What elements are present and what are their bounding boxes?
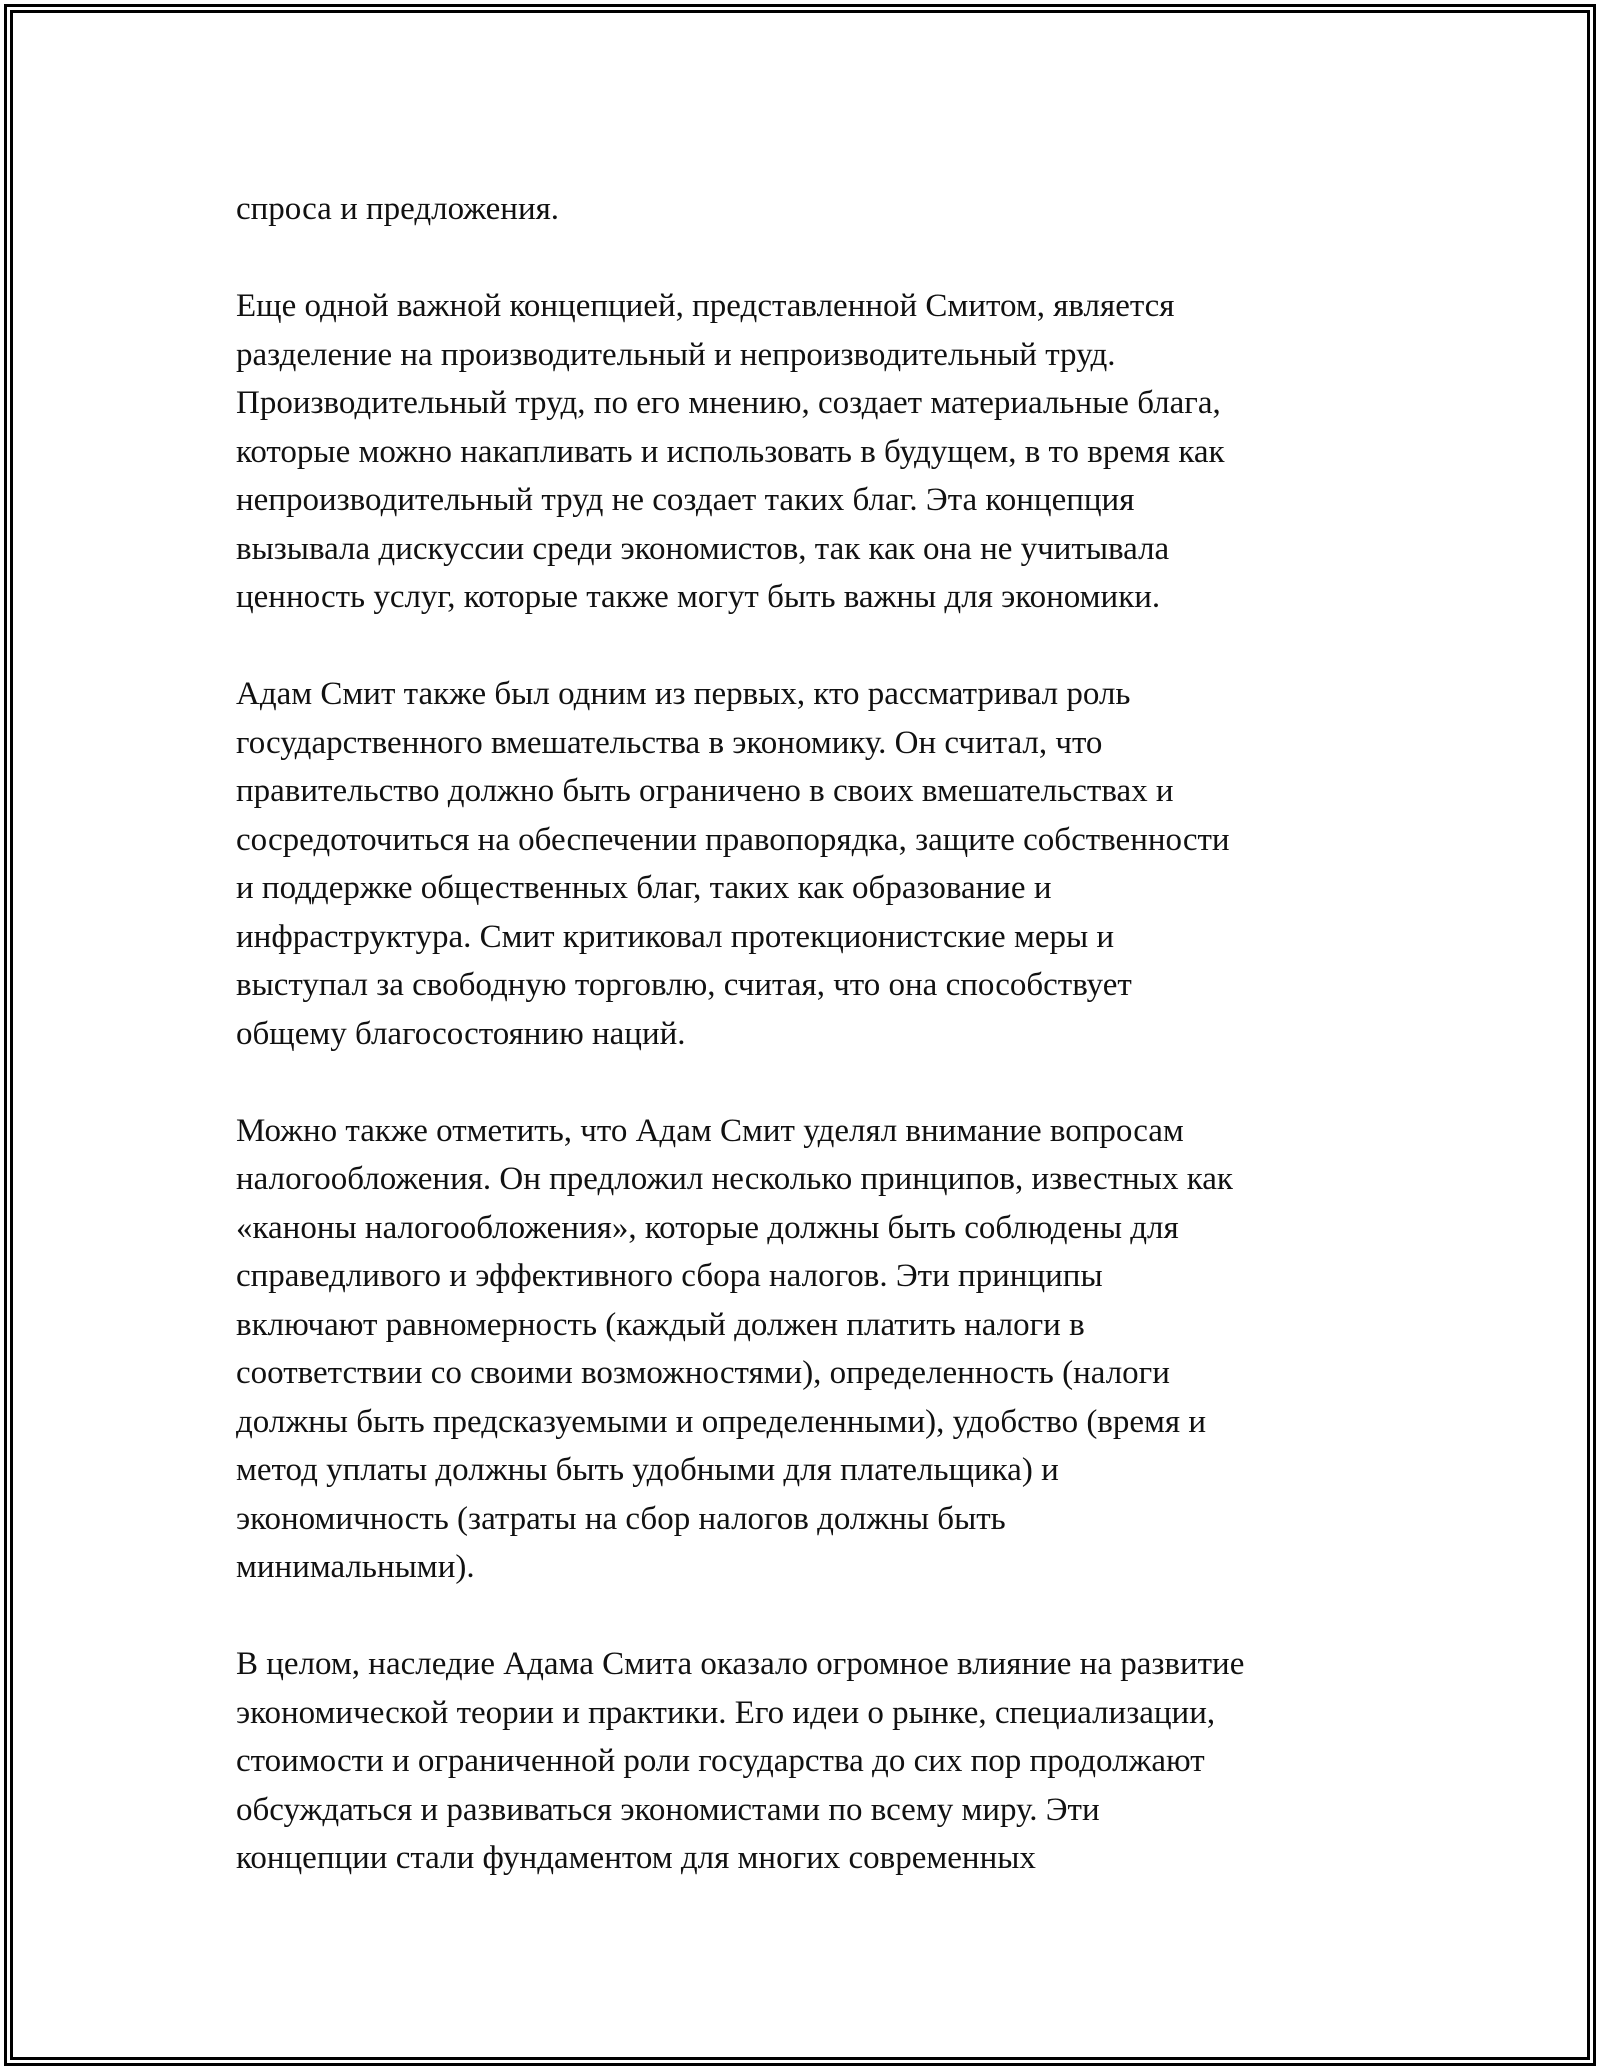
text-line: обсуждаться и развиваться экономистами по всему миру. Эти	[236, 1791, 1100, 1828]
text-line: должны быть предсказуемыми и определенными), удобство (время и	[236, 1403, 1207, 1440]
text-line: минимальными).	[236, 1549, 475, 1585]
paragraph-spacer	[236, 1058, 1376, 1107]
text-line: метод уплаты должны быть удобными для плательщика) и	[236, 1452, 1059, 1488]
paragraph-spacer	[236, 1592, 1376, 1641]
text-line: правительство должно быть ограничено в своих вмешательствах и	[236, 773, 1174, 809]
text-line: экономичность (затраты на сбор налогов должны быть	[236, 1500, 1006, 1537]
text-line: Можно также отметить, что Адам Смит уделял внимание вопросам	[236, 1112, 1184, 1149]
text-line: Адам Смит также был одним из первых, кто рассматривал роль	[236, 676, 1131, 712]
text-line: стоимости и ограниченной роли государства до сих пор продолжают	[236, 1743, 1205, 1779]
text-line: концепции стали фундаментом для многих современных	[236, 1840, 1036, 1876]
text-line: инфраструктура. Смит критиковал протекционистские меры и	[236, 918, 1115, 955]
text-line: которые можно накапливать и использовать в будущем, в то время как	[236, 433, 1225, 470]
text-line: ценность услуг, которые также могут быть важны для экономики.	[236, 579, 1161, 615]
paragraph	[236, 1107, 1376, 1592]
text-line: сосредоточиться на обеспечении правопорядка, защите собственности	[236, 821, 1230, 858]
text-line: соответствии со своими возможностями), определенность (налоги	[236, 1355, 1170, 1391]
text-line: государственного вмешательства в экономику. Он считал, что	[236, 724, 1103, 761]
text-line: непроизводительный труд не создает таких благ. Эта концепция	[236, 482, 1135, 518]
paragraph	[236, 1640, 1376, 1883]
text-line: общему благосостоянию наций.	[236, 1015, 686, 1052]
text-line: Производительный труд, по его мнению, создает материальные блага,	[236, 385, 1221, 421]
text-line: вызывала дискуссии среди экономистов, так как она не учитывала	[236, 530, 1170, 567]
document-body	[236, 185, 1376, 1883]
text-line: справедливого и эффективного сбора налогов. Эти принципы	[236, 1258, 1103, 1294]
paragraph-spacer	[236, 622, 1376, 671]
text-line: В целом, наследие Адама Смита оказало огромное влияние на развитие	[236, 1646, 1245, 1682]
paragraph-spacer	[236, 234, 1376, 283]
text-line: разделение на производительный и непроизводительный труд.	[236, 336, 1116, 373]
text-line: спроса и предложения.	[236, 191, 560, 227]
text-line: включают равномерность (каждый должен платить налоги в	[236, 1306, 1085, 1343]
text-line: выступал за свободную торговлю, считая, что она способствует	[236, 967, 1132, 1003]
text-line: «каноны налогообложения», которые должны быть соблюдены для	[236, 1209, 1179, 1246]
paragraph	[236, 282, 1376, 622]
text-line: Еще одной важной концепцией, представленной Смитом, является	[236, 288, 1175, 324]
paragraph	[236, 185, 1376, 234]
text-line: налогообложения. Он предложил несколько принципов, известных как	[236, 1161, 1233, 1197]
paragraph	[236, 670, 1376, 1058]
text-line: и поддержке общественных благ, таких как образование и	[236, 870, 1052, 906]
text-line: экономической теории и практики. Его идеи о рынке, специализации,	[236, 1694, 1216, 1731]
